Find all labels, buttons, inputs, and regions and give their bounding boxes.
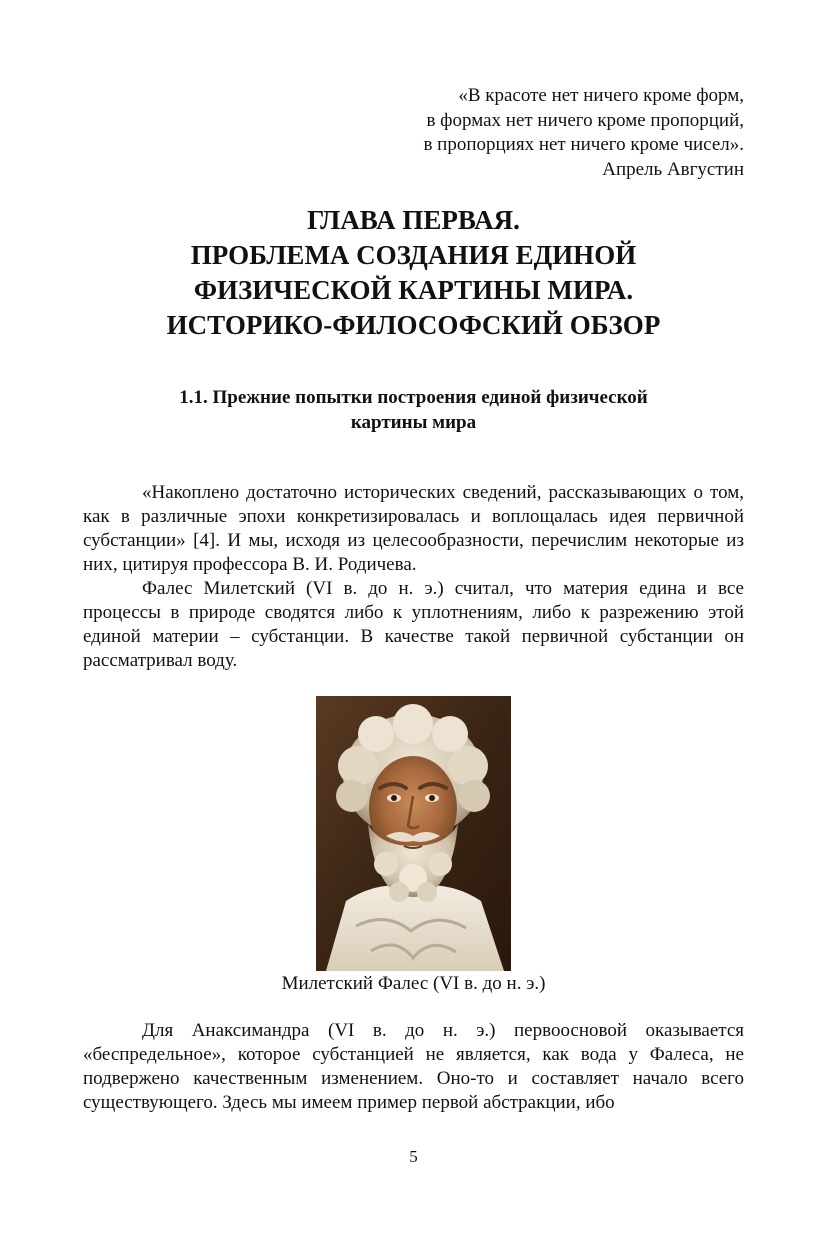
epigraph-line: «В красоте нет ничего кроме форм, bbox=[458, 85, 744, 106]
chapter-title-line: ГЛАВА ПЕРВАЯ. bbox=[307, 205, 520, 235]
body-text-bottom bbox=[83, 1019, 744, 1115]
epigraph bbox=[324, 84, 744, 182]
section-title bbox=[100, 385, 727, 435]
chapter-title-line: ПРОБЛЕМА СОЗДАНИЯ ЕДИНОЙ bbox=[190, 240, 637, 270]
chapter-title-line: ФИЗИЧЕСКОЙ КАРТИНЫ МИРА. bbox=[193, 275, 634, 305]
epigraph-line: в пропорциях нет ничего кроме чисел». bbox=[423, 134, 744, 155]
epigraph-author: Апрель Августин bbox=[602, 158, 744, 180]
thales-portrait-image bbox=[316, 696, 511, 971]
figure-caption: Милетский Фалес (VI в. до н. э.) bbox=[281, 973, 546, 994]
paragraph: «Накоплено достаточно исторических сведений, рассказывающих о том, как в различные эпохи конкретизировалась и воплощалась идея первичной субстанции» [4]. И мы, исходя из целесообразности, перечислим некоторые из них, цитируя профессора В. И. Родичева. bbox=[83, 482, 744, 575]
section-title-line: картины мира bbox=[350, 412, 477, 433]
body-text-top bbox=[83, 481, 744, 673]
chapter-title bbox=[60, 203, 767, 343]
chapter-title-line: ИСТОРИКО-ФИЛОСОФСКИЙ ОБЗОР bbox=[166, 310, 661, 340]
epigraph-line: в формах нет ничего кроме пропорций, bbox=[426, 109, 744, 131]
section-title-line: 1.1. Прежние попытки построения единой физической bbox=[179, 387, 648, 408]
paragraph: Фалес Милетский (VI в. до н. э.) считал, что материя едина и все процессы в природе сводятся либо к уплотнениям, либо к разрежению этой единой материи – субстанции. В качестве такой первичной субстанции он рассматривал воду. bbox=[83, 578, 744, 671]
page-number: 5 bbox=[409, 1147, 418, 1166]
paragraph: Для Анаксимандра (VI в. до н. э.) первоосновой оказывается «беспредельное», которое субстанцией не является, как вода у Фалеса, не подвержено качественным изменением. Оно-то и составляет начало всего существующего. Здесь мы имеем пример первой абстракции, ибо bbox=[83, 1020, 744, 1113]
